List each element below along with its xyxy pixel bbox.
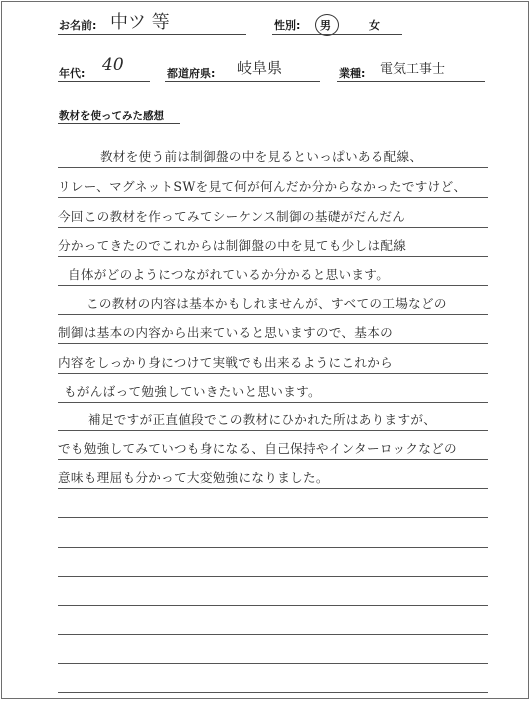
body-line-1: 教材を使う前は制御盤の中を見るといっぱいある配線、	[100, 149, 423, 164]
ruled-line	[58, 547, 488, 548]
ruled-line	[58, 605, 488, 606]
ruled-line	[58, 373, 488, 374]
gender-underline	[272, 34, 402, 35]
ruled-line	[58, 430, 488, 431]
body-line-6: この教材の内容は基本かもしれませんが、すべての工場などの	[86, 296, 447, 311]
occupation-label: 業種:	[339, 67, 366, 80]
body-line-2: リレー、マグネットSWを見て何が何んだか分からなかったですけど、	[58, 179, 467, 194]
body-line-12: 意味も理屈も分かって大変勉強になりました。	[58, 470, 329, 485]
age-value: 40	[102, 55, 124, 75]
section-title: 教材を使ってみた感想	[59, 110, 164, 122]
ruled-line	[58, 285, 488, 286]
occupation-underline	[337, 81, 485, 82]
occupation-value: 電気工事士	[380, 62, 446, 77]
ruled-line	[58, 692, 488, 693]
gender-label: 性別:	[274, 19, 301, 32]
gender-female: 女	[369, 19, 380, 32]
prefecture-underline	[165, 81, 320, 82]
gender-male: 男	[320, 19, 331, 32]
ruled-line	[58, 167, 488, 168]
ruled-line	[58, 197, 488, 198]
ruled-line	[58, 343, 488, 344]
section-title-underline	[58, 123, 180, 124]
body-line-10: 補足ですが正直値段でこの教材にひかれた所はありますが、	[88, 412, 437, 427]
body-line-11: でも勉強してみていつも身になる、自己保持やインターロックなどの	[58, 441, 457, 456]
age-underline	[58, 81, 150, 82]
questionnaire-sheet	[1, 1, 529, 699]
ruled-line	[58, 402, 488, 403]
body-line-9: もがんばって勉強していきたいと思います。	[64, 384, 321, 399]
ruled-line	[58, 459, 488, 460]
name-value: 中ツ 等	[110, 12, 170, 33]
prefecture-label: 都道府県:	[167, 67, 216, 80]
ruled-line	[58, 517, 488, 518]
prefecture-value: 岐阜県	[237, 59, 283, 77]
age-label: 年代:	[59, 67, 86, 80]
body-line-7: 制御は基本の内容から出来ていると思いますので、基本の	[58, 325, 393, 340]
name-label: お名前:	[59, 19, 97, 32]
body-line-4: 分かってきたのでこれからは制御盤の中を見ても少しは配線	[58, 238, 407, 253]
ruled-line	[58, 663, 488, 664]
body-line-5: 自体がどのようにつながれているか分かると思います。	[68, 267, 390, 282]
body-line-8: 内容をしっかり身につけて実戦でも出来るようにこれから	[58, 355, 393, 370]
ruled-line	[58, 576, 488, 577]
ruled-line	[58, 634, 488, 635]
ruled-line	[58, 488, 488, 489]
name-underline	[58, 34, 246, 35]
ruled-line	[58, 227, 488, 228]
ruled-line	[58, 314, 488, 315]
body-line-3: 今回この教材を作ってみてシーケンス制御の基礎がだんだん	[58, 209, 406, 224]
ruled-line	[58, 256, 488, 257]
